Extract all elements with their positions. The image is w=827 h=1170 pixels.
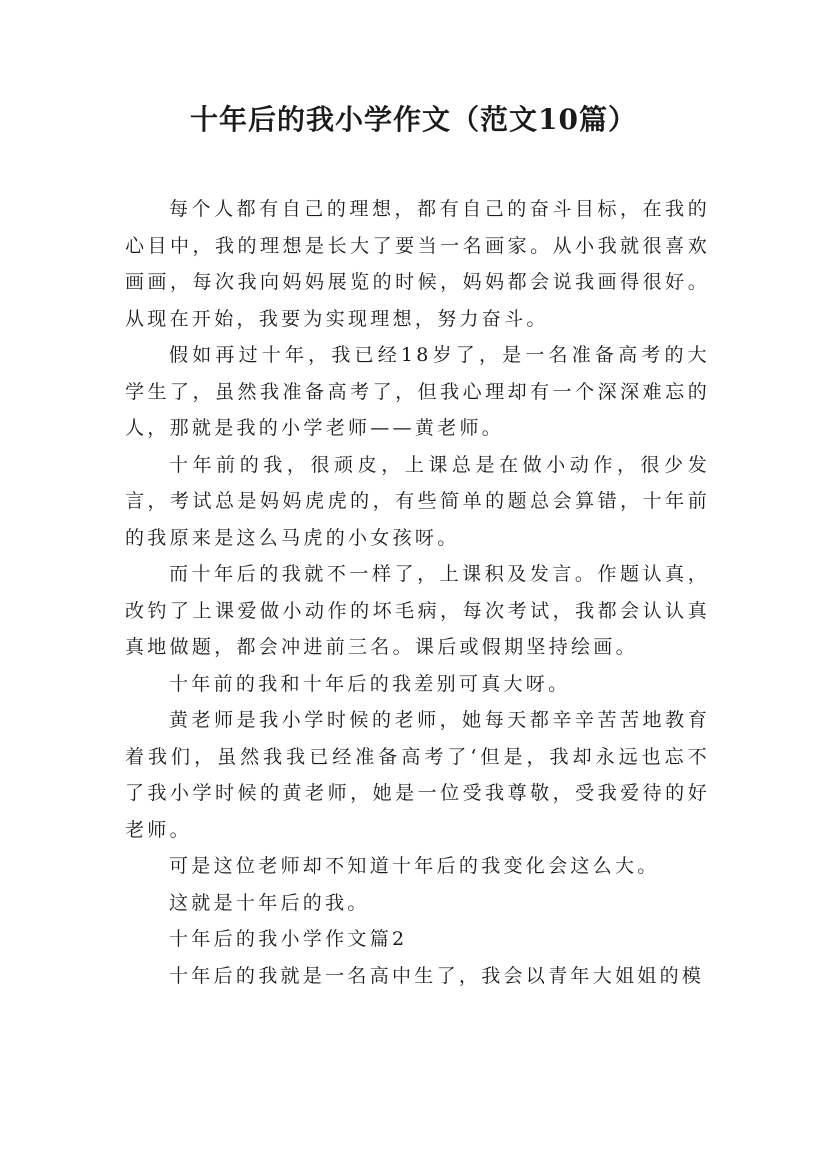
paragraph-9: 十年后的我就是一名高中生了，我会以青年大姐姐的模 bbox=[169, 964, 705, 987]
section-heading-essay-2: 十年后的我小学作文篇2 bbox=[169, 928, 408, 950]
paragraph-7: 可是这位老师却不知道十年后的我变化会这么大。 bbox=[169, 855, 660, 877]
paragraph-1: 每个人都有自己的理想，都有自己的奋斗目标，在我的心目中，我的理想是长大了要当一名画家。从小我就很喜欢画画，每次我向妈妈展览的时候，妈妈都会说我画得很好。从现在开始，我要为实现理想，努力奋斗。 bbox=[125, 198, 710, 330]
paragraph-3: 十年前的我，很顽皮，上课总是在做小动作，很少发言，考试总是妈妈虎虎的，有些简单的题总会算错，十年前的我原来是这么马虎的小女孩呀。 bbox=[125, 453, 710, 549]
paragraph-6: 黄老师是我小学时候的老师，她每天都辛辛苦苦地教育着我们，虽然我我已经准备高考了‘但是，我却永远也忘不了我小学时候的黄老师，她是一位受我尊敬，受我爱待的好老师。 bbox=[125, 709, 710, 841]
paragraph-8: 这就是十年后的我。 bbox=[169, 891, 370, 914]
paragraph-4: 而十年后的我就不一样了，上课积及发言。作题认真，改钓了上课爱做小动作的坏毛病，每次考试，我都会认认真真地做题，都会冲进前三名。课后或假期坚持绘画。 bbox=[125, 563, 710, 658]
document-title: 十年后的我小学作文（范文10篇） bbox=[190, 103, 637, 136]
document-body bbox=[125, 191, 710, 994]
paragraph-2: 假如再过十年，我已经18岁了，是一名准备高考的大学生了，虽然我准备高考了，但我心理却有一个深深难忘的人，那就是我的小学老师——黄老师。 bbox=[125, 344, 710, 439]
paragraph-5: 十年前的我和十年后的我差别可真大呀。 bbox=[169, 672, 571, 695]
